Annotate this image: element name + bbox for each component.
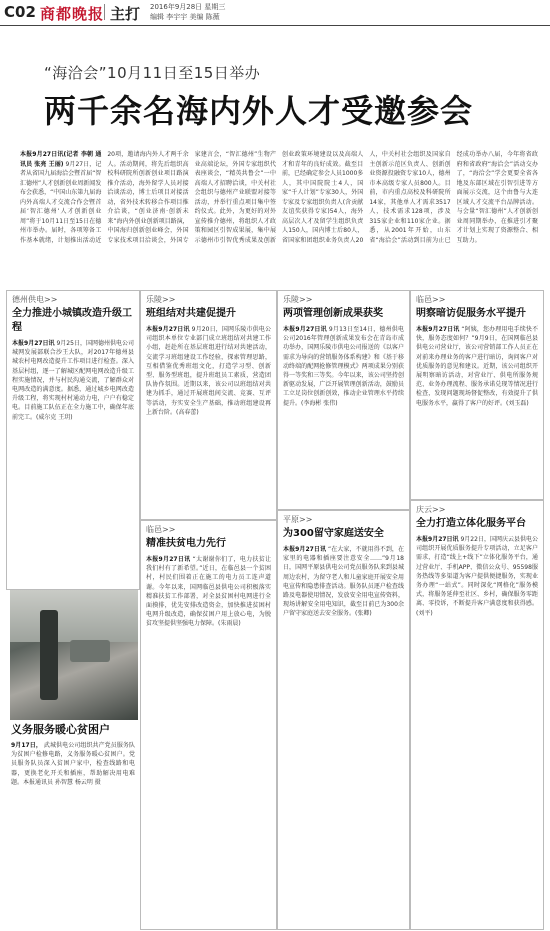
header-meta <box>150 2 225 22</box>
story-tag: 临邑>> <box>416 295 446 304</box>
page-header <box>0 0 550 26</box>
lead-headline: 两千余名海内外人才受邀参会 <box>44 92 474 130</box>
news-photo <box>10 590 138 720</box>
story-photo-caption <box>6 720 140 930</box>
story-linyi-2 <box>140 520 277 930</box>
story-dezhou <box>6 290 140 590</box>
section-name: 主打 <box>110 5 141 23</box>
story-body: 本报9月27日讯 “在大家，不就用得不到，在家里的电器和插座要注意安全……”9月18日，国网平原县供电公司党员服务队来到县城周边农村，为留守老人和儿童家庭开展安全用电宣传和隐患排查活动。服务队员逐户检查线路及电器使用情况，发放安全用电宣传资料，现场讲解安全用电知识，截至目前已为300余户留守家庭送去安全服务。(张卿) <box>283 546 404 618</box>
story-title: 全力打造立体化服务平台 <box>416 518 526 529</box>
story-title: 明察暗访促服务水平提升 <box>416 308 526 319</box>
story-leling-2 <box>277 290 410 510</box>
story-tag: 乐陵>> <box>146 295 176 304</box>
story-body: 本报9月27日讯 9月22日，国网庆云县供电公司组织开展优质服务提升专项活动，立足客户需求，打造“线上+线下”立体化服务平台，通过营业厅、手机APP、微信公众号、95598服务热线等多渠道为客户提供便捷服务，实现业务办理“一站式”。同时深化“网格化”服务模式，将服务延伸至社区、乡村，确保服务零距离、零投诉，不断提升客户满意度和获得感。(刘平) <box>416 536 538 617</box>
story-tag: 乐陵>> <box>283 295 313 304</box>
newspaper-logo: 商都晚报 <box>40 5 105 23</box>
story-body: 本报9月27日讯 9月25日，国网德州供电公司城网发展部联合沙王大队，对2017年德州县城农村电网改造提升工作项目进行检查。深入基层村组，逐一了解城区配网电网改造升级工程实施情况，并与村民沟通交流，了解群众对电网改造的满意度。据悉，通过城乡电网改造升级工程，将实现村村通动力电，户户有稳定电。目前施工队伍正在全力施工中，确保年底前完工。(威尔克 王玥) <box>12 340 134 421</box>
lead-body <box>20 150 538 280</box>
story-title: 义务服务暖心贫困户 <box>11 723 110 736</box>
story-title: 两项管理创新成果获奖 <box>283 308 383 319</box>
story-leling-1 <box>140 290 277 520</box>
lead-byline: 本报9月27日讯(记者 李朝 通讯员 张亮 王丽) <box>20 151 102 168</box>
story-title: 全力推进小城镇改造升级工程 <box>12 308 132 333</box>
lead-kicker: “海洽会”10月11日至15日举办 <box>44 64 261 82</box>
story-tag: 临邑>> <box>146 525 176 534</box>
story-body: 本报9月27日讯 “阿姨，您办理用电手续快不快，服务态度如何？”9月9日，在国网临邑县供电公司营业厅，该公司营销部工作人员正在对前来办理业务的客户进行暗访，询问客户对优质服务的意见和建议。近期，该公司组织开展明察暗访活动，对营业厅、供电所服务规范、业务办理流程、服务承诺兑现等情况进行检查，发现问题现场督促整改，有效提升了供电服务水平，赢得了客户的好评。(刘玉磊) <box>416 326 538 407</box>
story-body: 本报9月27日讯 9月20日，国网乐陵市供电公司组织本单位专业部门成立班组结对共建工作小组，赶赴所在基层班组进行结对共建活动，交流学习班组建设工作经验，探索管理思路，互相借鉴优秀班组文化，打造学习型、创新型、服务型班组，提升班组员工素质，营造团队协作氛围。近期以来，该公司以班组结对共建为抓手，通过开展班组间交流、竞赛、互评等活动，夯实安全生产基础，推动班组建设再上新台阶。(高春蕾) <box>146 326 271 416</box>
header-divider <box>104 4 105 20</box>
issue-date: 2016年9月28日 星期三 <box>150 3 226 11</box>
story-qingyun <box>410 500 544 930</box>
page-number: C02 <box>4 3 36 21</box>
story-title: 为300留守家庭送安全 <box>283 528 384 539</box>
story-title: 班组结对共建促提升 <box>146 308 236 319</box>
story-body: 本报9月27日讯 “太谢谢你们了，电力扶贫让我们村有了新希望。”近日，在临邑县一个贫困村，村民们围着正在施工的电力员工连声道谢。今年以来，国网临邑县供电公司积极落实精准扶贫工作部署，对全县贫困村电网进行全面摸排，优先安排改造资金，加快推进贫困村电网升级改造，确保贫困户用上放心电，为脱贫攻坚提供坚强电力保障。(朱雨晨) <box>146 556 271 628</box>
editors-line: 编辑 李宇宇 美编 陈薇 <box>150 13 220 21</box>
photo-equipment <box>70 640 110 662</box>
story-body: 9月17日， 武城供电公司组织共产党员服务队为贫困户检修电路，义务服务暖心贫困户。党员服务队员深入贫困户家中，检查线路和电器，更换老化开关和插座，帮助解决用电难题。本报通讯员 孙智慧 杨云明 摄 <box>11 742 135 786</box>
story-body: 本报9月27日讯 9月13日至14日，德州供电公司2016年管理创新成果发布会在青岛市成功举办，国网乐陵市供电公司报送的《以客户需求为导向的营销服务体系构建》和《基于移动终端的配网抢修管理模式》两项成果分别获得一等奖和三等奖。今年以来，该公司坚持创新驱动发展，广泛开展管理创新活动，鼓励员工立足岗位创新创效，推动企业管理水平持续提升。(李海彬 张伟) <box>283 326 404 407</box>
story-title: 精准扶贫电力先行 <box>146 538 226 549</box>
story-pingyuan <box>277 510 410 930</box>
header-rule <box>0 25 550 26</box>
lead-text: 9月27日，记者从省国九届海洽会暨首届“智汇德州”人才创新创业周新闻发布会获悉，“中国山东第九届海内外高端人才交流合作会暨首届‘智汇德州’人才创新创业周”将于10月11日至15日在德州市举办。届时，各项筹备工作基本就绪，计划推出活动近20项，邀请海内外人才两千余人。活动期间，将先后组织高校科研院所创新创业项目路演推介活动，海外留学人员对接洽谈活动，博士后项目对接活动，省外技术转移合作项目推介洽谈，“创业济南·创新未来”海内外创业创新项目路演，中国海归创新创业峰会，外国专家技术项目洽谈会，外国专家建言会，“智汇德州”生物产业高端论坛，外国专家组织代表座谈会，“精英共鲁会”一中高端人才招聘洽谈，中关村社会组织与德州产业联盟对接等活动，并举行重点项目集中签约仪式。此外，为更好的对外宣传推介德州，将组织人才政策和园区引智成果展，集中展示德州市引智优秀成果及创新创业政策环境建设以及高端人才和青年的良好成效。截至目前，已经确定参会人员1000多人，其中国院院士4人，国家“千人计划”专家30人，外国专家及专家组织负责人(含贡献友谊奖获得专家)54人，海外高层次人才及留学生组织负责人150人，国内博士后80人，省国家和团组织业务负责人20人，中关村社会组织及国家自主创新示范区负责人、创新创业资源投融资专家10人，德州市本高级专家人员800人。目前，市内重点高校及科研院所14家，其他单人才需求3517人，技术需求128项，涉及315家企业和110家企业。据悉，从2001年开始，山东省“海洽会”活动到目前为止已经成功举办八届，今年将省政府和省政府“海洽会”活动交办了，“海洽会”学会更要全省各地及东部区域在引智引进等方面展示交流，这个由鲁与大连区域人才交流平台品牌活动。与会量“智汇德州”人才创新创业周同期举办，在推进引才聚才计划上实现了资源整合、相互助力。 <box>20 151 538 244</box>
story-linyi-1 <box>410 290 544 500</box>
story-tag: 德州供电>> <box>12 295 58 304</box>
photo-background <box>10 590 138 642</box>
story-tag: 平原>> <box>283 515 313 524</box>
story-tag: 庆云>> <box>416 505 446 514</box>
photo-worker-figure <box>40 610 58 700</box>
